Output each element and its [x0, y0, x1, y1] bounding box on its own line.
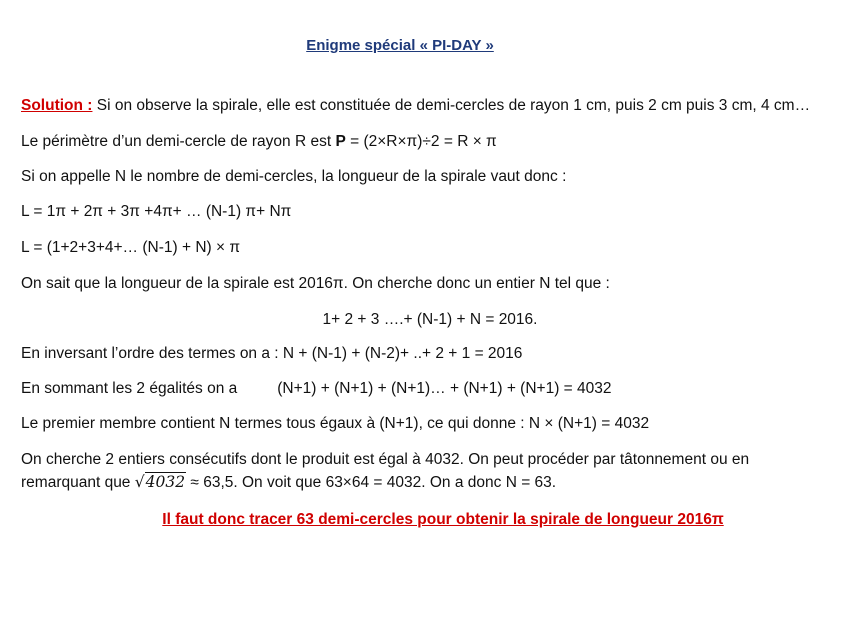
perimeter-text-a: Le périmètre d’un demi-cercle de rayon R est: [21, 133, 336, 150]
radicand: 4032: [145, 473, 186, 491]
solution-text: Si on observe la spirale, elle est constituée de demi-cercles de rayon 1 cm, puis 2 cm puis 3 cm, 4 cm…: [92, 97, 811, 114]
equation-line: 1+ 2 + 3 ….+ (N-1) + N = 2016.: [322, 311, 538, 328]
search-line: On cherche 2 entiers consécutifs dont le produit est égal à 4032. On peut procéder par tâtonnement ou en: [21, 451, 750, 468]
sum-equalities-formula: (N+1) + (N+1) + (N+1)… + (N+1) + (N+1) = 4032: [277, 380, 612, 397]
sum-equalities-text: En sommant les 2 égalités on a: [21, 380, 238, 397]
perimeter-symbol: P: [335, 133, 346, 150]
length-line: On sait que la longueur de la spirale est 2016π. On cherche donc un entier N tel que :: [21, 275, 610, 292]
solution-label: Solution :: [21, 97, 93, 114]
final-conclusion-line: [0, 511, 850, 529]
perimeter-text-c: = (2×R×π)÷2 = R × π: [345, 133, 497, 150]
product-line: Le premier membre contient N termes tous égaux à (N+1), ce qui donne : N × (N+1) = 4032: [21, 415, 650, 432]
sum-equalities-line: [21, 380, 612, 398]
final-conclusion: Il faut donc tracer 63 demi-cercles pour obtenir la spirale de longueur 2016π: [162, 511, 724, 528]
conclusion-n-line: [21, 473, 556, 492]
perimeter-line: [21, 133, 497, 151]
square-root: √4032: [134, 473, 186, 491]
document-title: Enigme spécial « PI-DAY »: [306, 37, 494, 54]
remark-text: remarquant que: [21, 474, 135, 491]
remark-result: ≈ 63,5. On voit que 63×64 = 4032. On a donc N = 63.: [186, 474, 557, 491]
reversed-order-line: En inversant l’ordre des termes on a : N + (N-1) + (N-2)+ ..+ 2 + 1 = 2016: [21, 345, 523, 362]
factored-formula-line: L = (1+2+3+4+… (N-1) + N) × π: [21, 239, 241, 256]
definition-line: Si on appelle N le nombre de demi-cercles, la longueur de la spirale vaut donc :: [21, 168, 567, 185]
solution-line: [21, 97, 810, 115]
sum-formula-line: L = 1π + 2π + 3π +4π+ … (N-1) π+ Nπ: [21, 203, 292, 220]
